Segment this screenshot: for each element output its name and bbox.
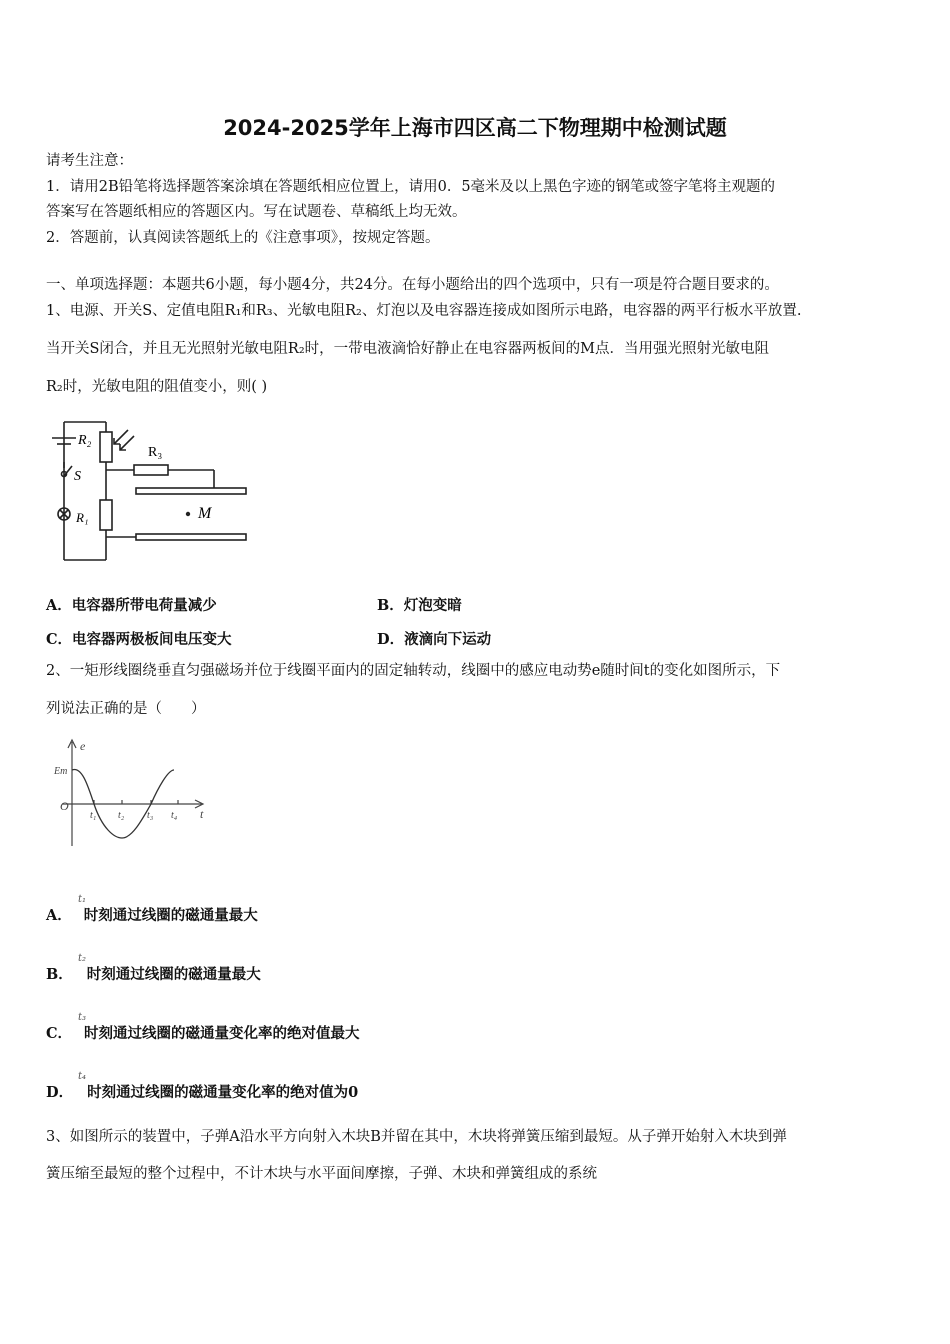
label-m: M — [198, 505, 212, 522]
notice-item-2: 2．答题前，认真阅读答题纸上的《注意事项》，按规定答题。 — [46, 230, 440, 246]
q2-option-d-symbol: t₄ — [78, 1071, 87, 1082]
q2-option-d-text: 时刻通过线圈的磁通量变化率的绝对值为0 — [87, 1084, 359, 1101]
section-1-heading: 一、单项选择题：本题共6小题，每小题4分，共24分。在每小题给出的四个选项中，只有一项是符合题目要求的。 — [46, 277, 779, 293]
q2-option-a-symbol: t₁ — [78, 894, 87, 905]
q2-option-c — [46, 1012, 360, 1043]
q2-line-2: 列说法正确的是（ ） — [46, 701, 206, 717]
label-r3: R₃ — [148, 445, 163, 460]
label-r1: R₁ — [76, 510, 89, 525]
q1-line-3: R₂时，光敏电阻的阻值变小，则( ) — [46, 379, 268, 395]
emf-time-graph — [52, 736, 212, 856]
tick-t3: t₃ — [147, 810, 154, 821]
q2-option-a-label: A． — [46, 907, 72, 924]
origin-label: O — [60, 799, 69, 813]
q1-option-c: C．电容器两极板间电压变大 — [46, 631, 232, 648]
q2-option-b — [46, 953, 261, 984]
label-s: S — [74, 469, 81, 484]
q1-line-2: 当开关S闭合，并且无光照射光敏电阻R₂时，一带电液滴恰好静止在电容器两板间的M点．当用强光照射光敏电阻 — [46, 341, 770, 357]
q2-option-b-label: B． — [46, 966, 73, 983]
q3-line-2: 簧压缩至最短的整个过程中，不计木块与水平面间摩擦，子弹、木块和弹簧组成的系统 — [46, 1166, 597, 1182]
tick-t2: t₂ — [118, 810, 125, 821]
q2-option-b-symbol: t₂ — [78, 953, 87, 964]
q2-option-a — [46, 894, 258, 925]
axis-label-t: t — [200, 807, 204, 821]
q3-line-1: 3、如图所示的装置中，子弹A沿水平方向射入木块B并留在其中，木块将弹簧压缩到最短。从子弹开始射入木块到弹 — [46, 1129, 787, 1145]
q2-line-1: 2、一矩形线圈绕垂直匀强磁场并位于线圈平面内的固定轴转动，线圈中的感应电动势e随时间t的变化如图所示，下 — [46, 663, 781, 679]
q2-option-a-text: 时刻通过线圈的磁通量最大 — [83, 907, 258, 924]
axis-label-e: e — [80, 739, 86, 753]
page-title: 2024-2025学年上海市四区高二下物理期中检测试题 — [223, 116, 727, 140]
q2-option-c-symbol: t₃ — [78, 1012, 87, 1023]
circuit-diagram — [44, 410, 254, 570]
q1-option-d: D．液滴向下运动 — [377, 631, 492, 648]
tick-t4: t₄ — [171, 810, 178, 821]
q2-option-d-label: D． — [46, 1084, 74, 1101]
droplet-point — [186, 512, 190, 516]
notice-item-1-line-2: 答案写在答题纸相应的答题区内。写在试题卷、草稿纸上均无效。 — [46, 204, 467, 220]
q2-option-c-text: 时刻通过线圈的磁通量变化率的绝对值最大 — [84, 1025, 360, 1042]
q1-option-b: B．灯泡变暗 — [377, 597, 462, 614]
tick-t1: t₁ — [90, 810, 97, 821]
notice-item-1-line-1: 1．请用2B铅笔将选择题答案涂填在答题纸相应位置上，请用0．5毫米及以上黑色字迹的钢笔或签字笔将主观题的 — [46, 179, 776, 195]
notice-heading: 请考生注意： — [46, 153, 133, 169]
axis-label-em: Em — [54, 766, 68, 777]
q2-option-d — [46, 1071, 359, 1102]
q1-line-1: 1、电源、开关S、定值电阻R₁和R₃、光敏电阻R₂、灯泡以及电容器连接成如图所示电路，电容器的两平行板水平放置. — [46, 303, 802, 319]
q2-option-b-text: 时刻通过线圈的磁通量最大 — [86, 966, 261, 983]
label-r2: R₂ — [78, 433, 92, 448]
q2-option-c-label: C． — [46, 1025, 73, 1042]
q1-option-a: A．电容器所带电荷量减少 — [46, 597, 217, 614]
